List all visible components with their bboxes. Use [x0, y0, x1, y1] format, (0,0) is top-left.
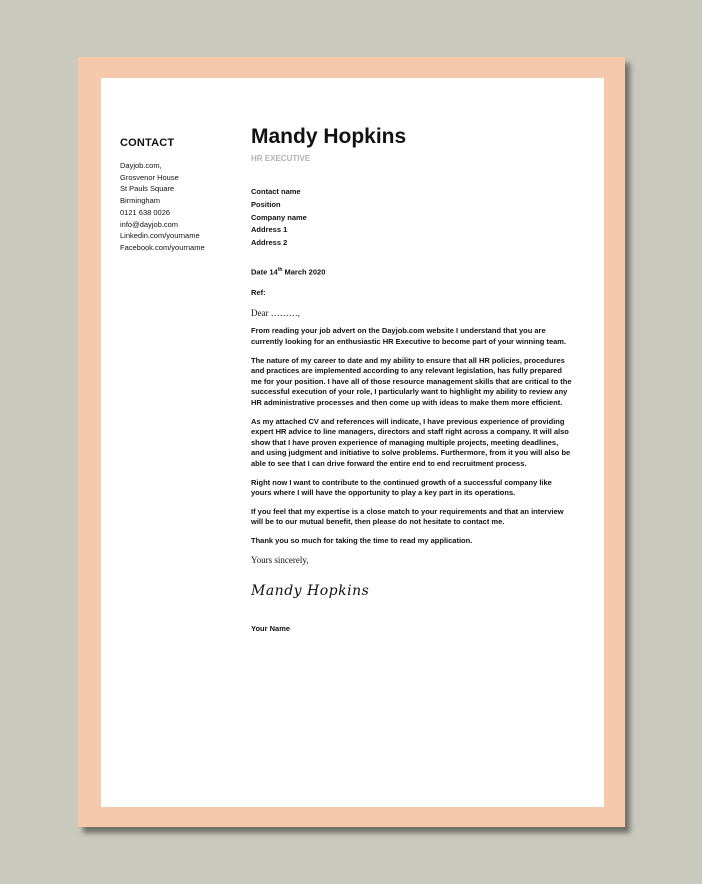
letter-date: [251, 267, 573, 277]
recipient-contact-name: Contact name: [251, 187, 301, 196]
letter-body: [251, 124, 573, 633]
your-name: Your Name: [251, 623, 291, 633]
job-title: HR EXECUTIVE: [251, 154, 311, 163]
recipient-position: Position: [251, 199, 281, 209]
signature: Mandy Hopkins: [251, 582, 370, 599]
recipient-address-1: Address 1: [251, 225, 288, 235]
recipient-address: [251, 186, 573, 250]
paragraph: Thank you so much for taking the time to read my application.: [251, 535, 473, 545]
document-frame: [78, 57, 625, 827]
paragraph: As my attached CV and references will indicate, I have previous experience of providing expert HR advice to line managers, directors and staff right across a company. It will also show that I have proven experience of managing multiple projects, meeting deadlines, and using judgment and initiative to solve problems. Furthermore, from it you will also be able to see that I can drive forward the entire end to end recruitment process.: [251, 416, 571, 469]
contact-city: Birmingham: [120, 196, 161, 206]
recipient-address-2: Address 2: [251, 238, 288, 248]
cover-letter-page: [101, 78, 604, 807]
paragraph: The nature of my career to date and my ability to ensure that all HR policies, procedures and practices are implemented according to any relevant legislation, has fully prepared me for your position. I have all of those resource management skills that are critical to the successful execution of your role, I particularly want to highlight my ability to review any HR administrative processes and then come up with ideas to make them more efficient.: [251, 355, 572, 408]
contact-email: info@dayjob.com: [120, 219, 179, 229]
contact-heading: CONTACT: [120, 137, 175, 149]
date-ordinal: th: [277, 266, 283, 273]
contact-phone: 0121 638 0026: [120, 207, 171, 217]
contact-company: Dayjob.com,: [120, 161, 162, 170]
date-prefix: Date 14: [251, 267, 278, 277]
contact-linkedin: Linkedin.com/yourname: [120, 231, 200, 241]
paragraph: Right now I want to contribute to the continued growth of a successful company like yours where I will have the opportunity to play a key part in its operations.: [251, 477, 552, 498]
contact-address-1: Grosvenor House: [120, 172, 179, 182]
closing: Yours sincerely,: [251, 554, 309, 565]
date-suffix: March 2020: [282, 267, 326, 277]
contact-facebook: Facebook.com/yourname: [120, 242, 205, 252]
contact-sidebar: [120, 137, 240, 254]
letter-ref: Ref:: [251, 288, 266, 298]
paragraph: If you feel that my expertise is a close match to your requirements and that an interview will be to our mutual benefit, then please do not hesitate to contact me.: [251, 506, 564, 527]
salutation: Dear ………,: [251, 308, 300, 319]
recipient-company: Company name: [251, 212, 307, 222]
applicant-name: Mandy Hopkins: [251, 125, 407, 148]
paragraph: From reading your job advert on the Dayjob.com website I understand that you are currently looking for an enthusiastic HR Executive to become part of your winning team.: [251, 326, 567, 347]
contact-address-2: St Pauls Square: [120, 184, 175, 194]
